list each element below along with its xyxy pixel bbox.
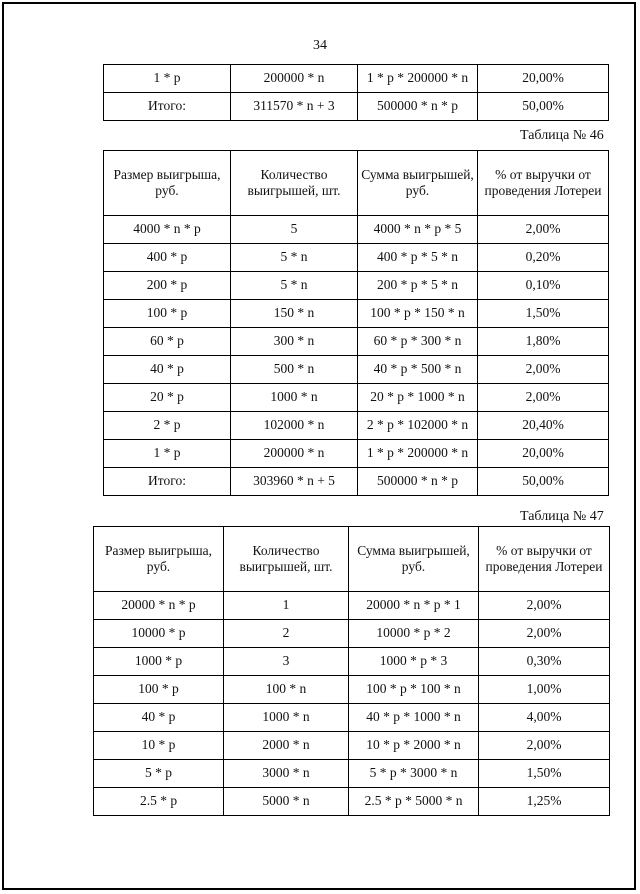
table-cell: 1 * p * 200000 * n	[358, 65, 478, 93]
table-row	[94, 676, 610, 704]
table-cell: 3	[224, 648, 349, 676]
table-row	[94, 620, 610, 648]
table-cell: 2 * p	[104, 412, 231, 440]
table-cell: 2,00%	[479, 592, 610, 620]
table-cell: 2.5 * p * 5000 * n	[349, 788, 479, 816]
table-row	[104, 412, 609, 440]
table-row	[104, 468, 609, 496]
table-cell: 2,00%	[479, 732, 610, 760]
table-cell: 1,50%	[479, 760, 610, 788]
table-row	[104, 300, 609, 328]
table-cell: 200 * p	[104, 272, 231, 300]
table-cell: 40 * p	[94, 704, 224, 732]
table-cell: 5 * p * 3000 * n	[349, 760, 479, 788]
table-cell: 2000 * n	[224, 732, 349, 760]
table-row	[104, 272, 609, 300]
header-cell: Сумма выигрышей, руб.	[358, 151, 478, 216]
table-cell: 0,20%	[478, 244, 609, 272]
table-cell: 200 * p * 5 * n	[358, 272, 478, 300]
table-cell: 20,00%	[478, 65, 609, 93]
header-cell: Сумма выигрышей, руб.	[349, 527, 479, 592]
table-cell: 2	[224, 620, 349, 648]
table-row	[104, 384, 609, 412]
table-cell: 40 * p * 1000 * n	[349, 704, 479, 732]
table-cell: 60 * p	[104, 328, 231, 356]
table-cell: 1,80%	[478, 328, 609, 356]
table-cell: 4,00%	[479, 704, 610, 732]
table-cell: 1 * p	[104, 440, 231, 468]
table-cell: 1 * p * 200000 * n	[358, 440, 478, 468]
table-cell: 10 * p * 2000 * n	[349, 732, 479, 760]
table-cell: 100 * p * 100 * n	[349, 676, 479, 704]
header-cell: Размер выигрыша, руб.	[104, 151, 231, 216]
table-cell: 20,40%	[478, 412, 609, 440]
table-cell: 100 * p	[104, 300, 231, 328]
table-cell: 150 * n	[231, 300, 358, 328]
table-cell: 40 * p	[104, 356, 231, 384]
table-row	[94, 760, 610, 788]
table-cell: 500000 * n * p	[358, 93, 478, 121]
table-cell: 200000 * n	[231, 440, 358, 468]
table-row	[94, 592, 610, 620]
table-cell: 311570 * n + 3	[231, 93, 358, 121]
table-row	[94, 732, 610, 760]
table-cell: 0,10%	[478, 272, 609, 300]
table-cell: 40 * p * 500 * n	[358, 356, 478, 384]
header-cell: Количество выигрышей, шт.	[224, 527, 349, 592]
table-cell: 10000 * p	[94, 620, 224, 648]
table-row	[104, 93, 609, 121]
table-row	[104, 328, 609, 356]
table-cell: 20 * p	[104, 384, 231, 412]
table-cell: 60 * p * 300 * n	[358, 328, 478, 356]
table-cell: 20000 * n * p	[94, 592, 224, 620]
table-cell: 200000 * n	[231, 65, 358, 93]
table-cell: Итого:	[104, 468, 231, 496]
table-row	[104, 65, 609, 93]
header-cell: Количество выигрышей, шт.	[231, 151, 358, 216]
table-row	[94, 704, 610, 732]
table-row	[104, 244, 609, 272]
table-row	[94, 648, 610, 676]
table-cell: 2,00%	[478, 216, 609, 244]
table-cell: 5	[231, 216, 358, 244]
table-continuation	[103, 64, 609, 121]
table-cell: 1000 * p	[94, 648, 224, 676]
table-cell: 100 * n	[224, 676, 349, 704]
header-cell: % от выручки от проведения Лотереи	[478, 151, 609, 216]
table-cell: 5 * p	[94, 760, 224, 788]
table-46	[103, 150, 609, 496]
table-cell: 1000 * n	[224, 704, 349, 732]
table-cell: 1,00%	[479, 676, 610, 704]
table-cell: 2,00%	[479, 620, 610, 648]
table-46-caption: Таблица № 46	[520, 128, 604, 143]
table-cell: 1,25%	[479, 788, 610, 816]
table-cell: 20000 * n * p * 1	[349, 592, 479, 620]
table-cell: 4000 * n * p	[104, 216, 231, 244]
table-cell: 2.5 * p	[94, 788, 224, 816]
table-cell: 1000 * p * 3	[349, 648, 479, 676]
table-cell: 5 * n	[231, 272, 358, 300]
table-row	[94, 788, 610, 816]
table-cell: 1 * p	[104, 65, 231, 93]
table-cell: 3000 * n	[224, 760, 349, 788]
table-cell: 500 * n	[231, 356, 358, 384]
table-cell: 4000 * n * p * 5	[358, 216, 478, 244]
table-cell: 2 * p * 102000 * n	[358, 412, 478, 440]
table-row	[104, 356, 609, 384]
page-number: 34	[313, 38, 327, 53]
table-cell: Итого:	[104, 93, 231, 121]
table-cell: 303960 * n + 5	[231, 468, 358, 496]
table-cell: 400 * p * 5 * n	[358, 244, 478, 272]
table-header-row	[94, 527, 610, 592]
table-row	[104, 216, 609, 244]
table-cell: 2,00%	[478, 356, 609, 384]
table-header-row	[104, 151, 609, 216]
table-cell: 2,00%	[478, 384, 609, 412]
table-cell: 5 * n	[231, 244, 358, 272]
table-47	[93, 526, 610, 816]
table-cell: 20,00%	[478, 440, 609, 468]
header-cell: Размер выигрыша, руб.	[94, 527, 224, 592]
table-row	[104, 440, 609, 468]
table-cell: 1000 * n	[231, 384, 358, 412]
header-cell: % от выручки от проведения Лотереи	[479, 527, 610, 592]
table-cell: 100 * p	[94, 676, 224, 704]
table-cell: 20 * p * 1000 * n	[358, 384, 478, 412]
table-cell: 1	[224, 592, 349, 620]
table-cell: 1,50%	[478, 300, 609, 328]
table-47-caption: Таблица № 47	[520, 509, 604, 524]
table-cell: 10 * p	[94, 732, 224, 760]
table-cell: 10000 * p * 2	[349, 620, 479, 648]
table-cell: 50,00%	[478, 468, 609, 496]
table-cell: 500000 * n * p	[358, 468, 478, 496]
table-cell: 102000 * n	[231, 412, 358, 440]
table-cell: 100 * p * 150 * n	[358, 300, 478, 328]
table-cell: 5000 * n	[224, 788, 349, 816]
table-cell: 50,00%	[478, 93, 609, 121]
table-cell: 300 * n	[231, 328, 358, 356]
table-cell: 400 * p	[104, 244, 231, 272]
table-cell: 0,30%	[479, 648, 610, 676]
